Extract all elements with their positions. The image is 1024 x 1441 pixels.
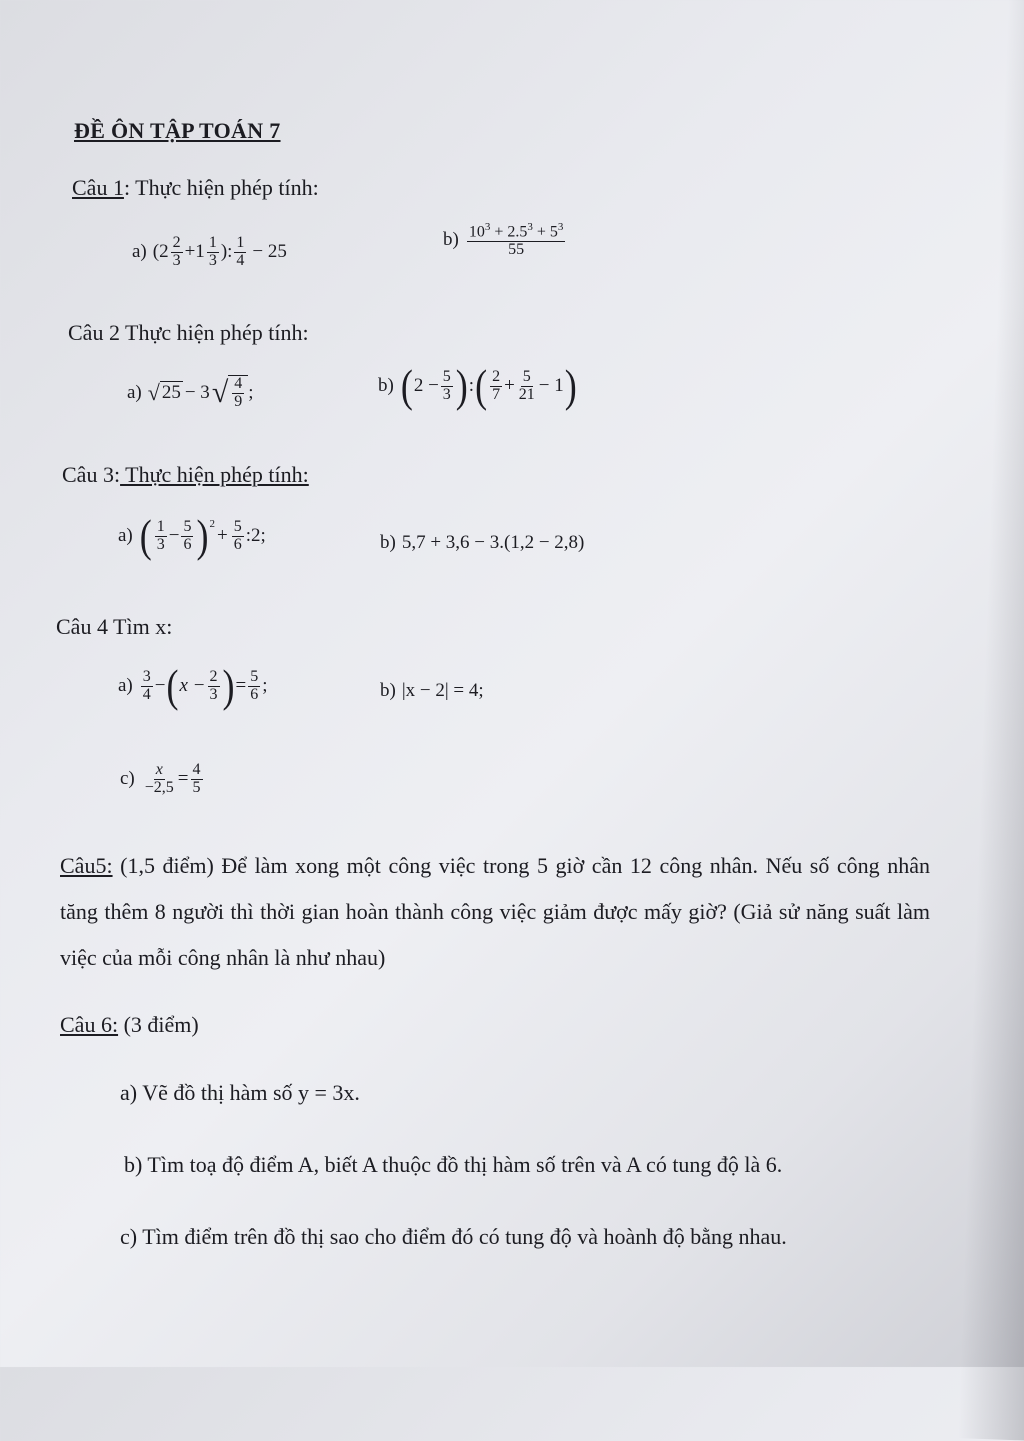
page-title: ĐỀ ÔN TẬP TOÁN 7 [74,118,281,143]
numerator: 2 [172,234,181,251]
expr-part: − [154,675,166,696]
term: + 2.5 [490,223,528,241]
question-4-heading: Câu 4 Tìm x: [56,614,173,639]
denominator: 21 [518,385,535,403]
expr-part: x − [179,675,206,696]
question-5-label: Câu5: [60,853,113,878]
item-label: b) [378,375,394,396]
page-edge-shadow [958,0,1024,1441]
expression: 5,7 + 3,6 − 3.(1,2 − 2,8) [401,532,585,553]
radical-sign: √ [147,379,160,405]
question-3-text: Thực hiện phép tính: [120,462,309,487]
denominator: 7 [492,385,501,403]
fraction [517,369,537,404]
expr-part: + [504,375,515,396]
expr-part: ; [248,381,254,403]
denominator: 3 [172,251,181,269]
denominator: 3 [442,385,451,403]
question-5 [60,843,930,981]
question-6a: a) Vẽ đồ thị hàm số y = 3x. [120,1080,360,1105]
radical-sign: √ [211,375,229,409]
question-3a [118,511,266,561]
numerator: 4 [192,761,201,778]
question-1a [132,235,287,270]
fraction [248,669,260,704]
right-paren: ) [222,661,235,711]
numerator: 1 [156,517,165,535]
expr-part: = [235,675,247,696]
term: 10 [468,223,485,241]
item-label: c) [120,768,135,790]
question-6-text: (3 điểm) [118,1012,199,1037]
fraction [181,519,193,554]
fraction [234,235,246,270]
fraction [171,235,183,270]
question-2a [127,375,254,411]
denominator: 6 [233,535,242,553]
exponent: 3 [527,221,533,233]
expr-part: +1 [184,241,205,263]
numerator: 1 [236,234,245,251]
question-1-label: Câu 1 [72,175,124,200]
fraction [191,762,203,797]
question-3-label: Câu 3: [62,462,121,487]
fraction [490,369,502,404]
numerator: 4 [234,375,243,392]
fraction [441,369,453,404]
denominator: 4 [142,685,151,703]
denominator: 5 [192,778,201,796]
left-paren: ( [139,511,152,561]
expr-part: : [468,375,475,396]
numerator: 2 [209,667,218,685]
expr-part: − 1 [538,375,564,396]
question-6c: c) Tìm điểm trên đồ thị sao cho điểm đó có tung độ và hoành độ bằng nhau. [120,1224,787,1249]
numerator [467,222,566,242]
question-3b [380,532,584,554]
item-label: a) [127,381,142,403]
expr-part: = [177,768,189,790]
expr-part: − 25 [252,241,287,263]
denominator: 4 [236,251,245,269]
expr-part: ; [262,675,268,696]
denominator: 3 [156,535,165,553]
question-6-label: Câu 6: [60,1012,119,1037]
numerator: 5 [522,367,531,385]
question-2-heading: Câu 2 Thực hiện phép tính: [68,320,309,345]
denominator: −2,5 [144,778,174,796]
expr-part: − [168,525,180,546]
question-1b [443,222,567,259]
fraction [155,519,167,554]
item-label: a) [132,241,147,263]
radicand [228,375,248,411]
exponent: 2 [209,518,215,530]
fraction [141,669,153,704]
expr-part: + [216,525,228,546]
expr-part: 2 − [413,375,439,396]
question-2b [378,361,578,411]
right-paren: ) [196,511,209,561]
term: + 5 [532,223,558,241]
square-root [212,375,248,411]
question-1-text: : Thực hiện phép tính: [123,175,319,200]
numerator: 5 [442,367,451,385]
item-label: a) [118,675,133,696]
item-label: a) [118,525,133,546]
question-5-text: (1,5 điểm) Để làm xong một công việc trong 5 giờ cần 12 công nhân. Nếu số công nhân tăng thêm 8 người thì thời gian hoàn thành công việc giảm được mấy giờ? (Giả sử năng suất làm việc của mỗi công nhân là như nhau) [60,853,930,970]
numerator: 2 [492,367,501,385]
question-6-heading [60,1012,199,1038]
radicand: 25 [161,382,181,404]
exponent: 3 [557,221,564,233]
fraction [143,762,176,797]
fraction [467,222,566,259]
item-label: b) [380,532,396,553]
fraction [232,376,244,411]
question-4a [118,661,268,711]
numerator: 1 [208,234,217,251]
denominator: 55 [508,241,525,259]
question-4b [380,680,484,702]
numerator: 3 [142,667,151,685]
denominator: 6 [250,685,259,703]
item-label: b) [443,229,459,251]
denominator: 3 [209,685,218,703]
question-4c [120,762,205,797]
numerator: 5 [250,667,259,685]
left-paren: ( [475,361,488,411]
fraction [232,519,244,554]
item-label: b) [380,680,396,701]
denominator: 3 [208,251,217,269]
left-paren: ( [166,661,179,711]
question-1-heading [72,175,319,201]
right-paren: ) [455,361,468,411]
fraction [207,235,219,270]
square-root [148,380,183,406]
expr-part: :2; [245,525,266,546]
expression: |x − 2| = 4; [401,680,484,701]
numerator: 5 [233,517,242,535]
numerator: 5 [183,517,192,535]
expr-part: (2 [152,241,169,263]
fraction [208,669,220,704]
denominator: 9 [234,392,243,410]
expr-part: ): [220,241,233,263]
denominator: 6 [183,535,192,553]
numerator: x [155,761,163,778]
expr-part: − 3 [184,381,210,403]
question-3-heading [62,462,309,488]
left-paren: ( [400,361,413,411]
right-paren: ) [564,361,577,411]
exponent: 3 [484,221,491,233]
question-6b: b) Tìm toạ độ điểm A, biết A thuộc đồ thị hàm số trên và A có tung độ là 6. [124,1152,783,1177]
